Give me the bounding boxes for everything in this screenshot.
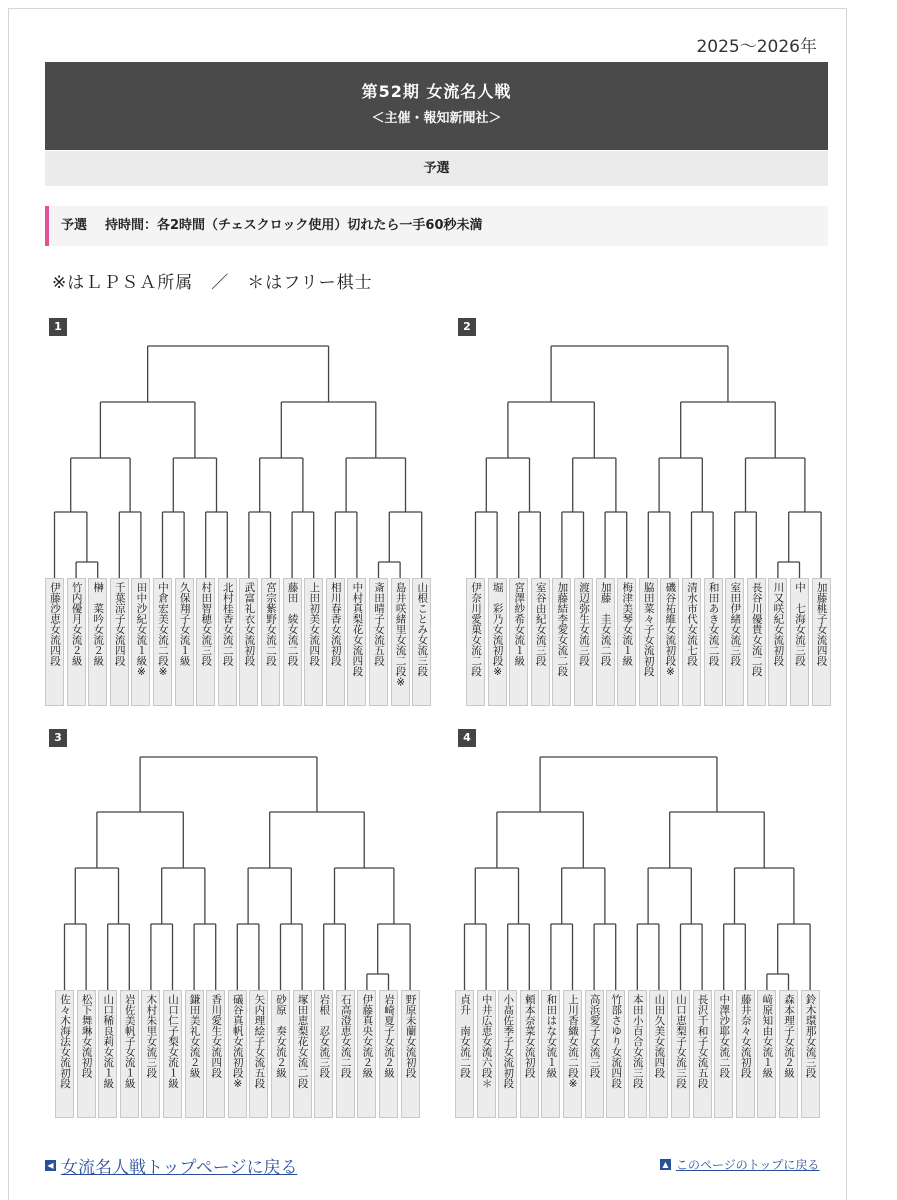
player-name-slot: 武富礼衣女流初段 [239,578,258,706]
round-label: 予選 [45,151,828,186]
player-name-slot: 磯谷祐維女流初段※ [660,578,679,706]
player-name-slot: 中村真梨花女流四段 [347,578,366,706]
player-name-slot: 久保翔子女流１級 [175,578,194,706]
back-to-top-page-link[interactable] [45,1153,297,1178]
player-name-slot: 伊藤真央女流２級 [357,990,376,1118]
player-name-slot: 山口稀良莉女流１級 [98,990,117,1118]
page-top-link-text[interactable]: このページのトップに戻る [676,1158,820,1172]
player-name-slot: 脇田菜々子女流初段 [639,578,658,706]
season-year: 2025～2026年 [696,37,817,57]
back-arrow-icon: ◀ [45,1160,56,1171]
player-name-slot: 藤田 綾女流二段 [283,578,302,706]
player-name-slot: 山田久美女流四段 [649,990,668,1118]
player-name-slot: 小髙佐季子女流初段 [498,990,517,1118]
player-name-slot: 長谷川優貴女流二段 [747,578,766,706]
player-name-slot: 塚田恵梨花女流二段 [293,990,312,1118]
player-name-slot: 香川愛生女流四段 [206,990,225,1118]
player-name-slot: 中澤沙耶女流二段 [714,990,733,1118]
player-name-slot: 山根ことみ女流三段 [412,578,431,706]
player-name-slot: 貞升 南女流二段 [455,990,474,1118]
player-name-slot: 岩佐美帆子女流１級 [120,990,139,1118]
player-name-slot: 伊藤沙恵女流四段 [45,578,64,706]
player-name-slot: 長沢千和子女流五段 [693,990,712,1118]
back-link-text[interactable]: 女流名人戦トップページに戻る [61,1158,298,1178]
player-name-slot: 石高澄恵女流二段 [336,990,355,1118]
player-name-slot: 上川香織女流二段※ [563,990,582,1118]
player-name-slot: 藤井奈々女流初段 [736,990,755,1118]
rule-text: 持時間：各2時間（チェスクロック使用）切れたら一手60秒未満 [105,218,483,233]
player-name-slot: 加藤 圭女流二段 [596,578,615,706]
sponsor-text: ＜主催・報知新聞社＞ [371,111,502,126]
player-name-slot: 清水市代女流七段 [682,578,701,706]
player-name-slot: 山口仁子梨女流１級 [163,990,182,1118]
player-name-slot: 宮宗紫野女流二段 [261,578,280,706]
player-name-slot: 矢内理絵子女流五段 [249,990,268,1118]
player-name-slot: 森本理子女流２級 [779,990,798,1118]
player-name-slot: 中倉宏美女流二段※ [153,578,172,706]
player-name-slot: 中 七海女流三段 [790,578,809,706]
player-name-slot: 竹部さゆり女流四段 [606,990,625,1118]
player-name-slot: 渡辺弥生女流三段 [574,578,593,706]
player-name-slot: 松下舞琳女流初段 [77,990,96,1118]
player-name-slot: 木村朱里女流三段 [141,990,160,1118]
player-name-slot: 堀 彩乃女流初段※ [488,578,507,706]
player-name-slot: 上田初美女流四段 [304,578,323,706]
player-name-slot: 山口恵梨子女流三段 [671,990,690,1118]
player-name-slot: 砂原 奏女流２級 [271,990,290,1118]
player-name-slot: 鎌田美礼女流２級 [185,990,204,1118]
player-name-slot: 伊奈川愛菓女流二段 [466,578,485,706]
player-name-slot: 室田伊緒女流三段 [725,578,744,706]
player-name-slot: 室谷由紀女流三段 [531,578,550,706]
affiliation-legend: ※はＬＰＳＡ所属 ／ ＊はフリー棋士 [52,273,373,293]
block-number-4: 4 [458,729,476,747]
player-name-slot: 岩根 忍女流三段 [314,990,333,1118]
player-name-slot: 和田あき女流二段 [704,578,723,706]
block-number-2: 2 [458,318,476,336]
player-name-slot: 榊 菜吟女流２級 [88,578,107,706]
up-arrow-icon: ▲ [660,1159,671,1170]
player-name-slot: 﨑原知由女流１級 [757,990,776,1118]
player-name-slot: 野原未蘭女流初段 [401,990,420,1118]
player-name-slot: 鈴木環那女流三段 [801,990,820,1118]
player-name-slot: 竹内優月女流２級 [67,578,86,706]
player-name-slot: 本田小百合女流三段 [628,990,647,1118]
tournament-title: 第52期 女流名人戦 [361,82,512,101]
player-name-slot: 島井咲緒里女流二段※ [391,578,410,706]
page-top-link[interactable] [660,1156,819,1173]
player-name-slot: 加藤結李愛女流二段 [552,578,571,706]
player-name-slot: 加藤桃子女流四段 [812,578,831,706]
player-name-slot: 和田はな女流１級 [541,990,560,1118]
player-name-slot: 相川春香女流初段 [326,578,345,706]
player-name-slot: 中井広恵女流六段＊ [477,990,496,1118]
player-name-slot: 佐々木海法女流初段 [55,990,74,1118]
player-name-slot: 宮澤紗希女流１級 [509,578,528,706]
player-name-slot: 高浜愛子女流三段 [585,990,604,1118]
player-name-slot: 梅津美琴女流１級 [617,578,636,706]
block-number-1: 1 [49,318,67,336]
rule-label: 予選 [61,218,88,233]
player-name-slot: 川又咲紀女流初段 [768,578,787,706]
block-number-3: 3 [49,729,67,747]
player-name-slot: 斎田晴子女流五段 [369,578,388,706]
player-name-slot: 村田智穂女流三段 [196,578,215,706]
player-name-slot: 田中沙紀女流１級※ [131,578,150,706]
player-name-slot: 礒谷真帆女流初段※ [228,990,247,1118]
player-name-slot: 頼本奈菜女流初段 [520,990,539,1118]
player-name-slot: 岩崎夏子女流２級 [379,990,398,1118]
player-name-slot: 北村桂香女流二段 [218,578,237,706]
player-name-slot: 千葉涼子女流四段 [110,578,129,706]
